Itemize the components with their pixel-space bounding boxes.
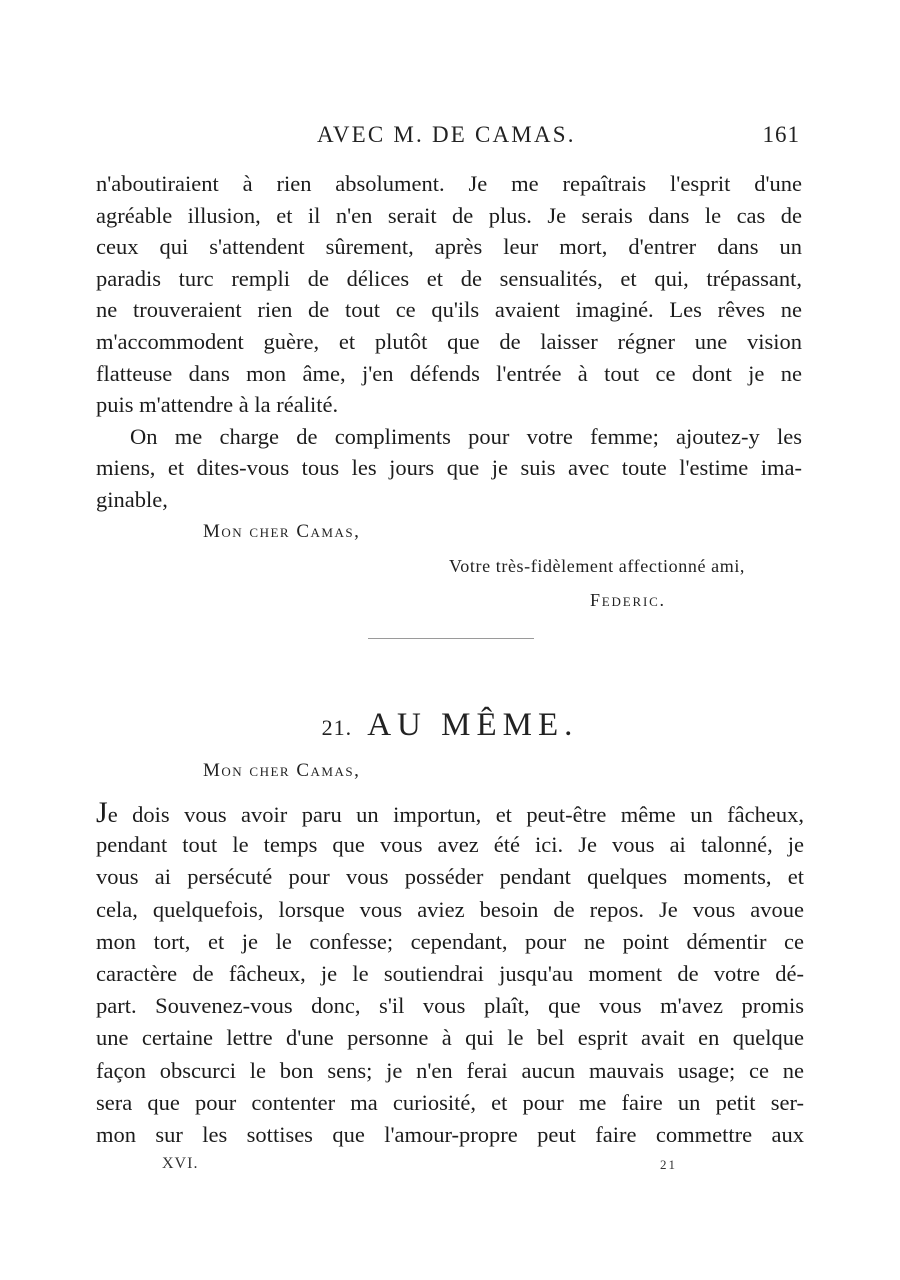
text-line: ceux qui s'attendent sûrement, après leur mort, d'entrer dans un [96,234,802,260]
text-line: n'aboutiraient à rien absolument. Je me repaîtrais l'esprit d'une [96,171,802,196]
text-line: ginable, [96,486,168,512]
closing-salutation: Mon cher Camas, [203,521,361,542]
text-line: façon obscurci le bon sens; je n'en ferai aucun mauvais usage; ce ne [96,1057,804,1083]
signature-mark: 21 [660,1157,677,1172]
running-head-title: AVEC M. DE CAMAS. [317,122,576,147]
text-line: sera que pour contenter ma curiosité, et pour me faire un petit ser- [96,1089,804,1115]
text-line: vous ai persécuté pour vous posséder pendant quelques moments, et [96,864,804,890]
text-line: paradis turc rempli de délices et de sensualités, et qui, trépassant, [96,265,802,291]
letter-title: AU MÊME. [367,707,579,743]
volume-mark: XVI. [162,1155,199,1172]
text-line: agréable illusion, et il n'en serait de plus. Je serais dans le cas de [96,202,802,228]
section-divider [368,638,534,639]
text-line: puis m'attendre à la réalité. [96,392,339,418]
text-line: mon sur les sottises que l'amour-propre peut faire commettre aux [96,1121,804,1147]
running-head [0,122,900,152]
letter-end-body [96,168,802,516]
text-line: caractère de fâcheux, je le soutiendrai jusqu'au moment de votre dé- [96,960,804,986]
closing-formula: Votre très-fidèlement affectionné ami, [449,556,746,576]
text-line: flatteuse dans mon âme, j'en défends l'entrée à tout ce dont je ne [96,360,802,386]
text-line: miens, et dites-vous tous les jours que je suis avec toute l'estime ima- [96,455,802,481]
text-line: pendant tout le temps que vous avez été ici. Je vous ai talonné, je [96,832,804,858]
text-line-first [96,797,804,829]
text-line: On me charge de compliments pour votre femme; ajoutez-y les [130,423,802,449]
opening-salutation: Mon cher Camas, [203,760,361,781]
letter-heading [0,707,900,744]
text-line: part. Souvenez-vous donc, s'il vous plaît, que vous m'avez promis [96,993,804,1019]
letter-number: 21. [321,715,353,740]
first-line-text: e dois vous avoir paru un importun, et peut-être même un fâcheux, [107,802,804,827]
signature: Federic. [590,590,666,610]
text-line: cela, quelquefois, lorsque vous aviez besoin de repos. Je vous avoue [96,896,804,922]
next-letter-body [96,797,804,1151]
text-line: ne trouveraient rien de tout ce qu'ils avaient imaginé. Les rêves ne [96,297,802,323]
drop-cap: J [96,796,108,829]
text-line: mon tort, et je le confesse; cependant, pour ne point démentir ce [96,928,804,954]
text-line: m'accommodent guère, et plutôt que de laisser régner une vision [96,328,802,354]
page-number: 161 [762,122,800,147]
text-line: une certaine lettre d'une personne à qui le bel esprit avait en quelque [96,1025,804,1051]
